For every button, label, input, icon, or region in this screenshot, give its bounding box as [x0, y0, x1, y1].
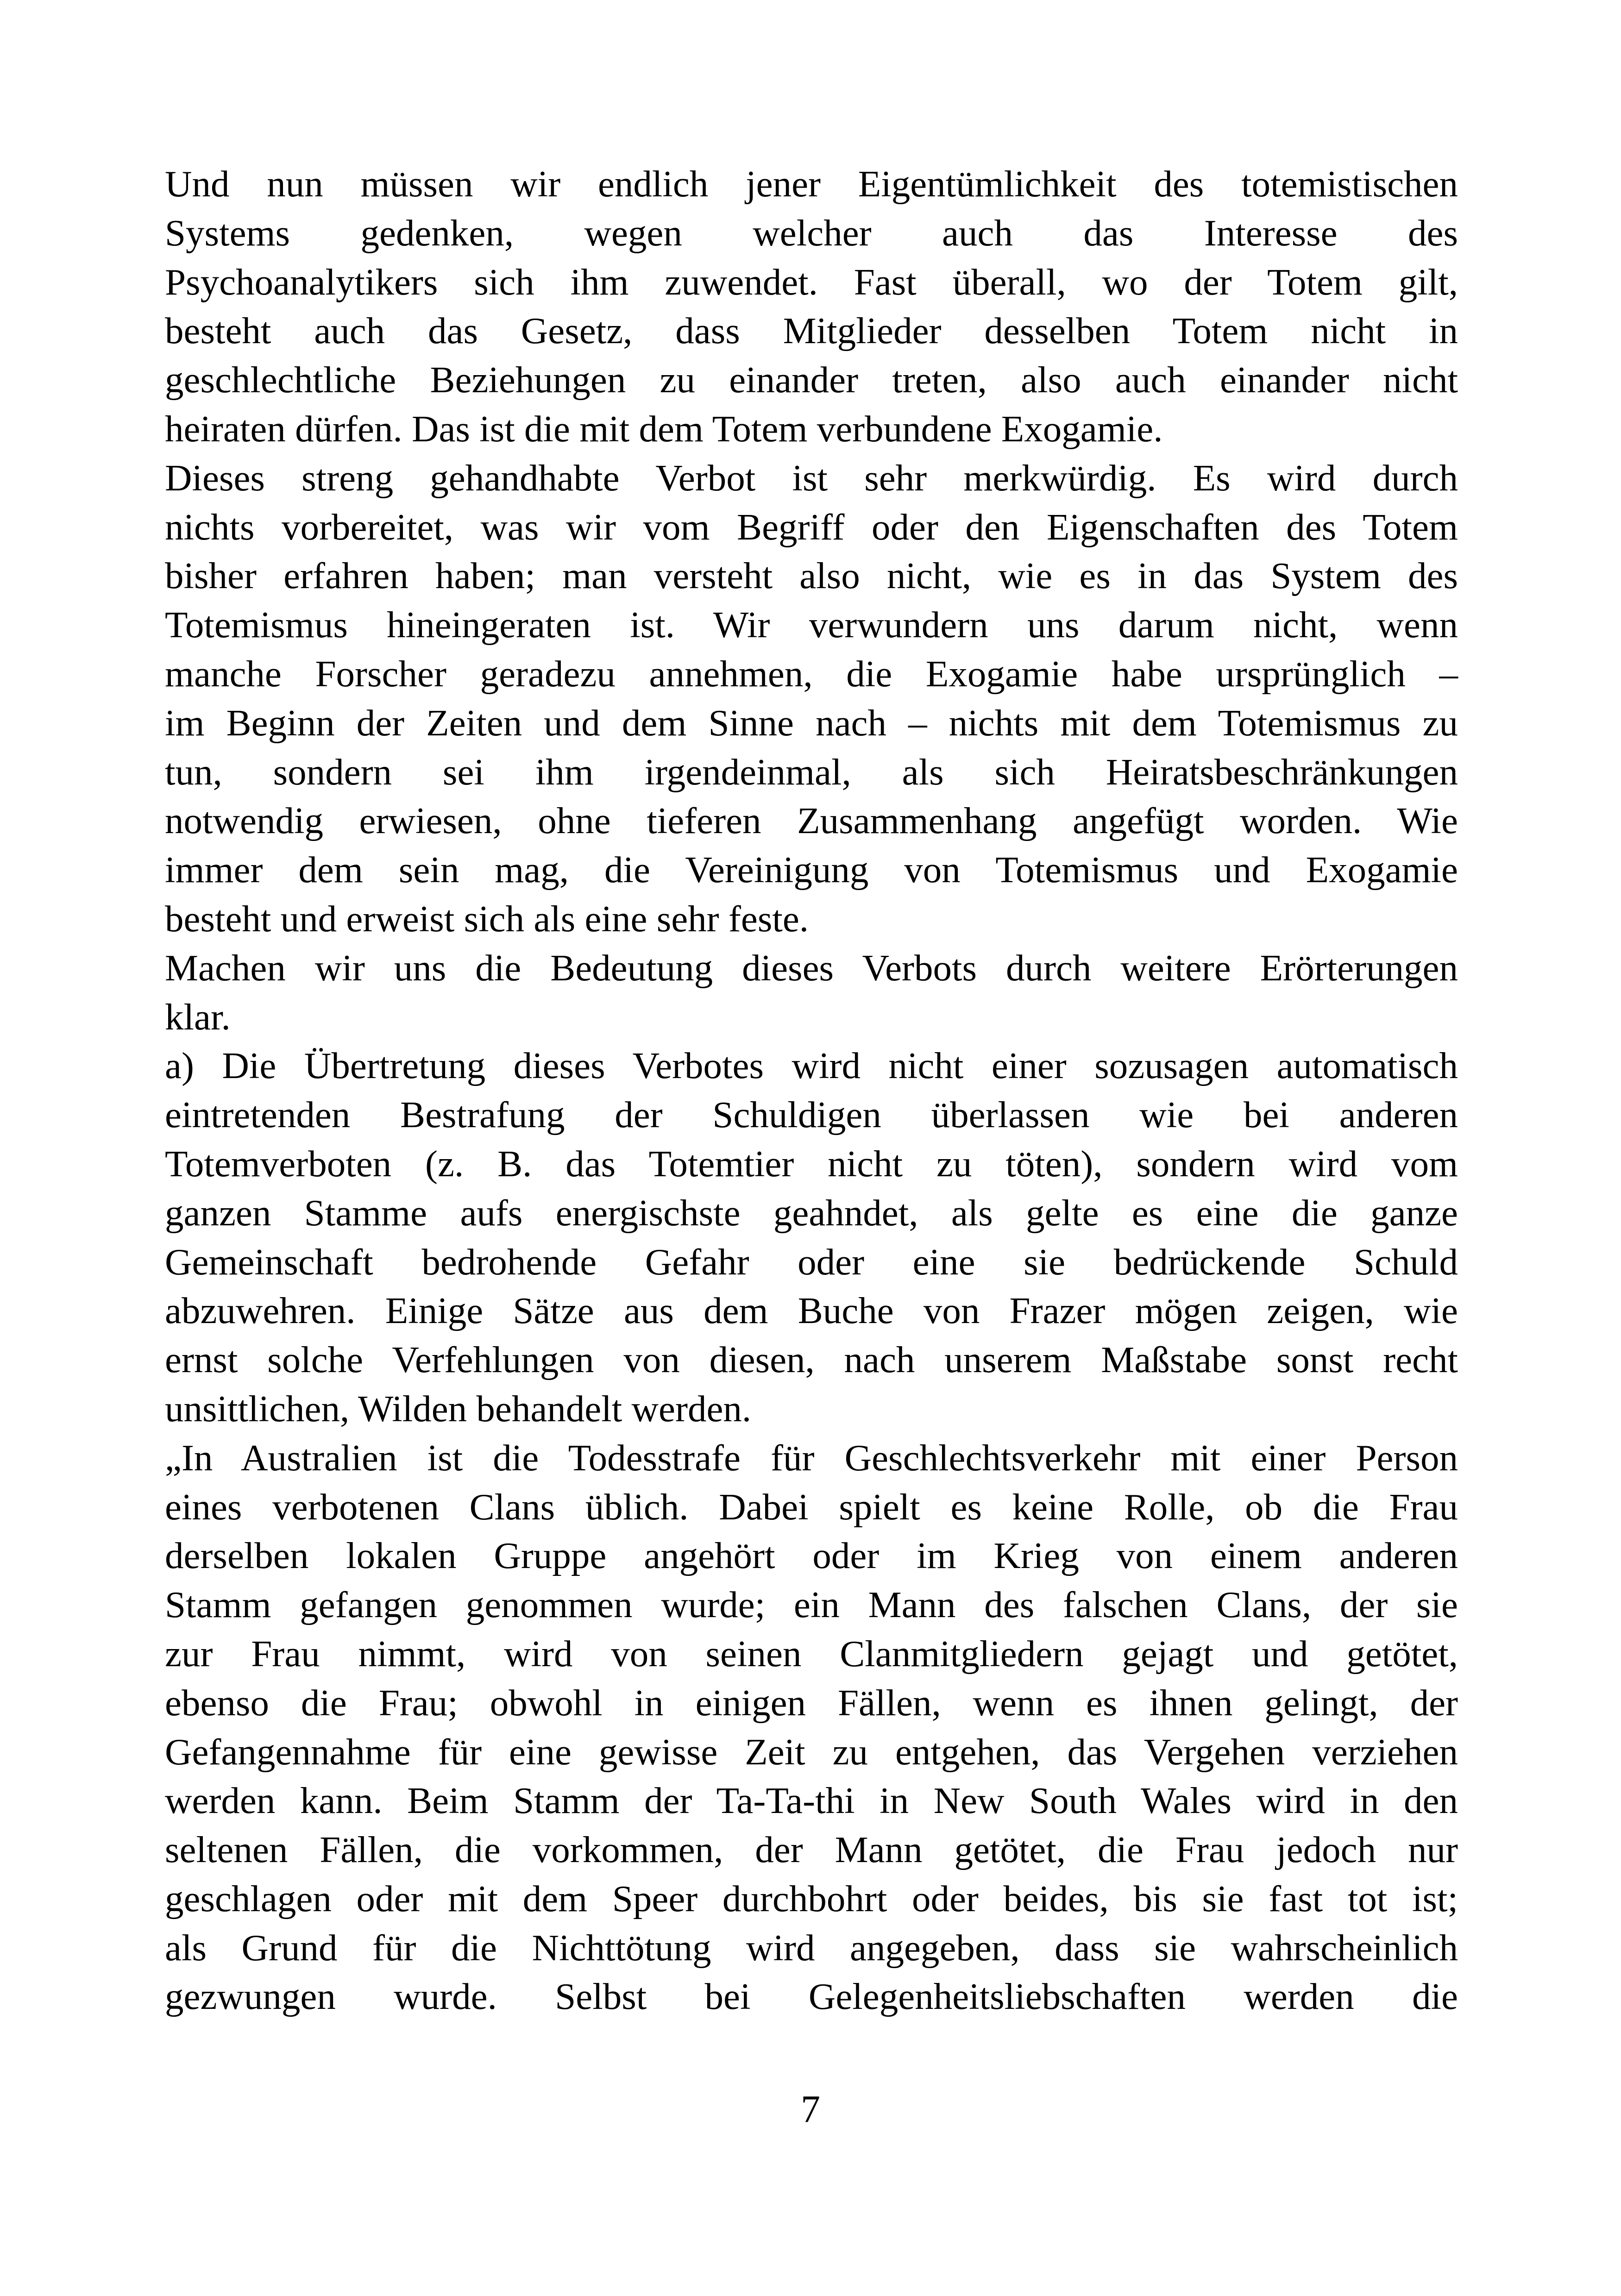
text-line: ernst solche Verfehlungen von diesen, nach unserem Maßstabe sonst recht [165, 1339, 1458, 1381]
text-line: unsittlichen, Wilden behandelt werden. [165, 1387, 752, 1430]
text-line: Gefangennahme für eine gewisse Zeit zu entgehen, das Vergehen verziehen [165, 1731, 1458, 1773]
text-line: heiraten dürfen. Das ist die mit dem Totem verbundene Exogamie. [165, 408, 1163, 450]
paragraph-point-a [165, 1041, 1458, 1433]
text-line: besteht auch das Gesetz, dass Mitglieder desselben Totem nicht in [165, 310, 1458, 352]
text-line: Stamm gefangen genommen wurde; ein Mann des falschen Clans, der sie [165, 1584, 1458, 1626]
text-line: Und nun müssen wir endlich jener Eigentümlichkeit des totemistischen [165, 163, 1458, 205]
text-line: manche Forscher geradezu annehmen, die Exogamie habe ursprünglich – [165, 652, 1458, 695]
text-line: Psychoanalytikers sich ihm zuwendet. Fast überall, wo der Totem gilt, [165, 261, 1458, 303]
text-line: im Beginn der Zeiten und dem Sinne nach – nichts mit dem Totemismus zu [165, 702, 1458, 744]
text-line: a) Die Übertretung dieses Verbotes wird nicht einer sozusagen automatisch [165, 1045, 1458, 1087]
text-line: nichts vorbereitet, was wir vom Begriff oder den Eigenschaften des Totem [165, 506, 1458, 548]
body-text [165, 160, 1458, 2021]
paragraph-meaning-of-prohibition [165, 944, 1458, 1042]
text-line: besteht und erweist sich als eine sehr feste. [165, 897, 809, 940]
text-line: Gemeinschaft bedrohende Gefahr oder eine sie bedrückende Schuld [165, 1241, 1458, 1283]
text-line: „In Australien ist die Todesstrafe für Geschlechtsverkehr mit einer Person [165, 1437, 1458, 1479]
text-line: abzuwehren. Einige Sätze aus dem Buche von Frazer mögen zeigen, wie [165, 1290, 1458, 1332]
text-line: tun, sondern sei ihm irgendeinmal, als sich Heiratsbeschränkungen [165, 751, 1458, 793]
text-line: ebenso die Frau; obwohl in einigen Fällen, wenn es ihnen gelingt, der [165, 1681, 1458, 1724]
text-line: werden kann. Beim Stamm der Ta-Ta-thi in New South Wales wird in den [165, 1780, 1458, 1822]
text-line: Dieses streng gehandhabte Verbot ist sehr merkwürdig. Es wird durch [165, 457, 1458, 499]
paragraph-strict-prohibition [165, 454, 1458, 944]
text-line: notwendig erwiesen, ohne tieferen Zusammenhang angefügt worden. Wie [165, 800, 1458, 842]
text-line: geschlagen oder mit dem Speer durchbohrt oder beides, bis sie fast tot ist; [165, 1877, 1458, 1920]
text-line: Totemismus hineingeraten ist. Wir verwundern uns darum nicht, wenn [165, 604, 1458, 646]
text-line: als Grund für die Nichttötung wird angegeben, dass sie wahrscheinlich [165, 1926, 1458, 1969]
text-line: eines verbotenen Clans üblich. Dabei spielt es keine Rolle, ob die Frau [165, 1486, 1458, 1528]
text-line: eintretenden Bestrafung der Schuldigen überlassen wie bei anderen [165, 1094, 1458, 1136]
text-line: ganzen Stamme aufs energischste geahndet, als gelte es eine die ganze [165, 1192, 1458, 1234]
text-line: immer dem sein mag, die Vereinigung von Totemismus und Exogamie [165, 849, 1458, 891]
text-line: Machen wir uns die Bedeutung dieses Verbots durch weitere Erörterungen [165, 947, 1458, 989]
text-line: zur Frau nimmt, wird von seinen Clanmitgliedern gejagt und getötet, [165, 1632, 1458, 1675]
text-line: derselben lokalen Gruppe angehört oder im Krieg von einem anderen [165, 1535, 1458, 1577]
text-line: gezwungen wurde. Selbst bei Gelegenheitsliebschaften werden die [165, 1976, 1458, 2018]
text-line: bisher erfahren haben; man versteht also nicht, wie es in das System des [165, 555, 1458, 597]
text-line: Systems gedenken, wegen welcher auch das Interesse des [165, 212, 1458, 254]
page-number: 7 [801, 2088, 820, 2131]
text-line: klar. [165, 996, 231, 1038]
paragraph-frazer-quotation [165, 1434, 1458, 2022]
paragraph-totemism-exogamy [165, 160, 1458, 454]
text-line: seltenen Fällen, die vorkommen, der Mann getötet, die Frau jedoch nur [165, 1829, 1458, 1871]
text-line: geschlechtliche Beziehungen zu einander treten, also auch einander nicht [165, 359, 1458, 401]
text-line: Totemverboten (z. B. das Totemtier nicht zu töten), sondern wird vom [165, 1142, 1458, 1185]
